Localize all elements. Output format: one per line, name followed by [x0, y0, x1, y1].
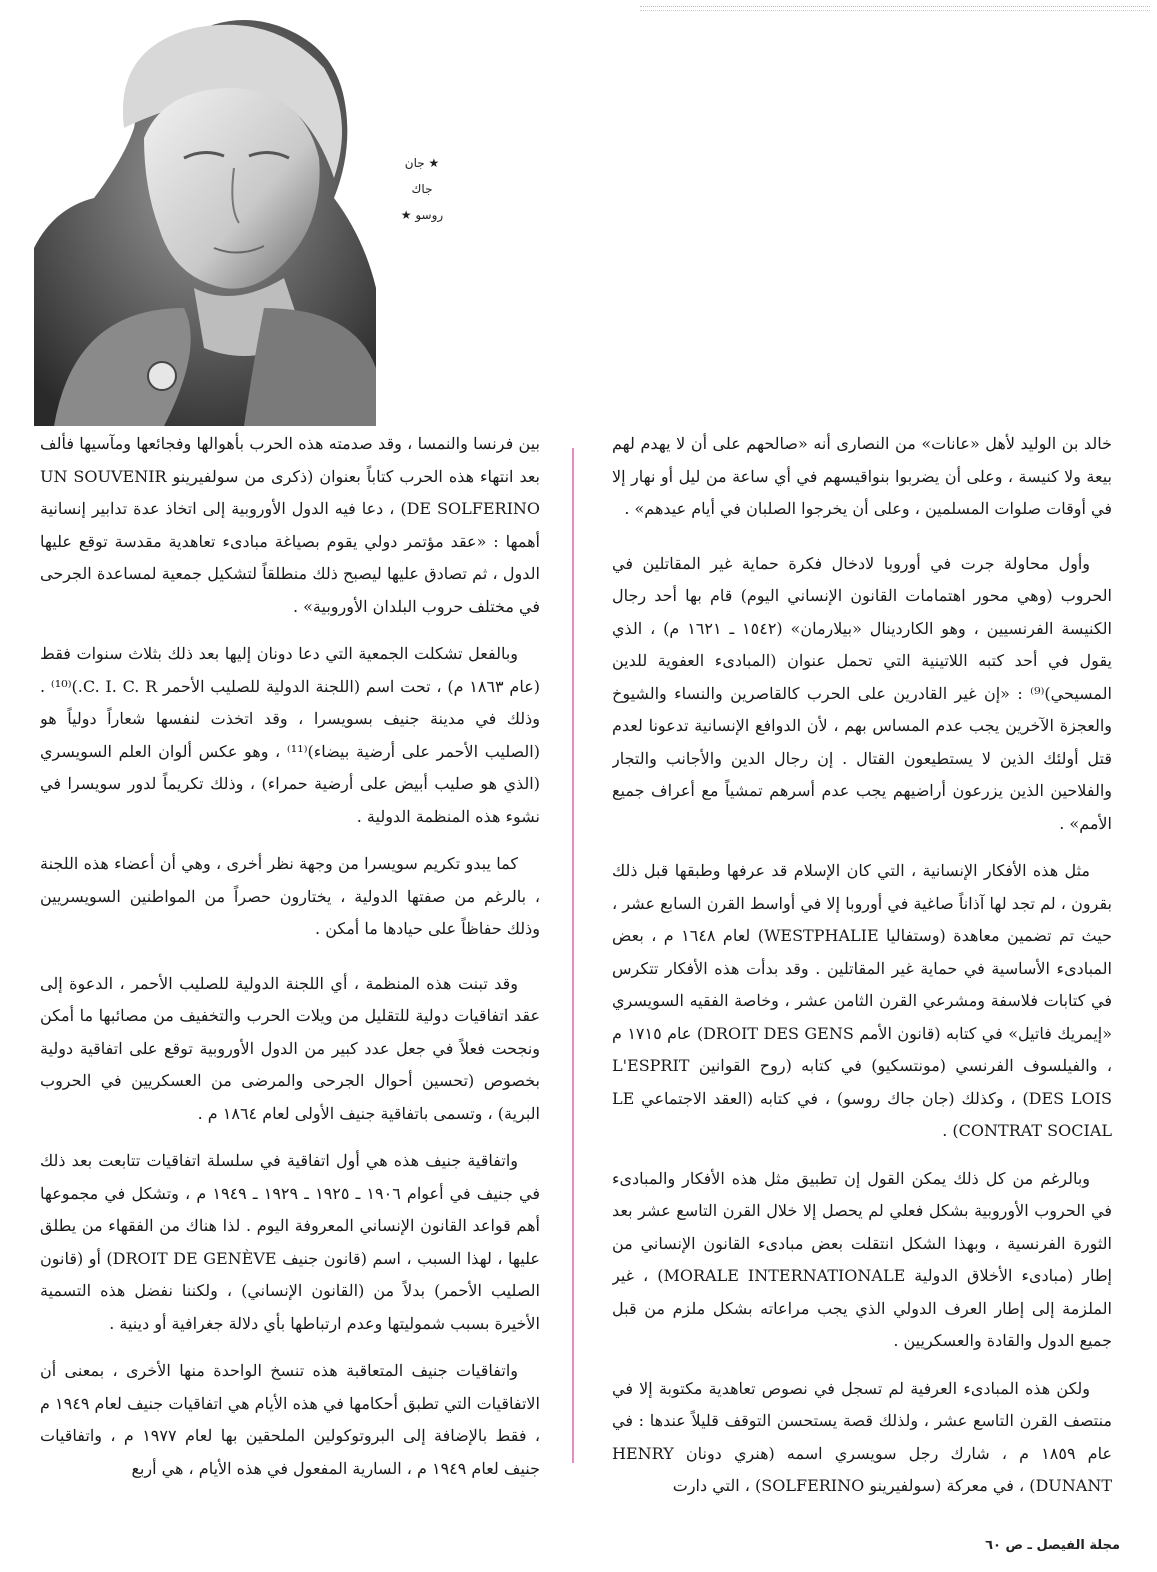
paragraph: خالد بن الوليد لأهل «عانات» من النصارى أنه «صالحهم على أن لا يهدم لهم بيعة ولا كنيسة ، وعلى أن يضربوا بنواقيسهم في أي ساعة من ليل أو نهار إلا في أوقات صلوات المسلمين ، وعلى أن يخرجوا الصلبان في أيام عيدهم» . [612, 434, 1112, 518]
paragraph: واتفاقية جنيف هذه هي أول اتفاقية في سلسلة اتفاقيات تتابعت بعد ذلك في جنيف في أعوام ١٩٠٦ ـ ١٩٢٥ ـ ١٩٢٩ ـ ١٩٤٩ م ، وتشكل في مجموعها أهم قواعد القانون الإنساني المعروفة اليوم . لذا هناك من الفقهاء من يطلق عليها ، لهذا السبب ، اسم (قانون جنيف DROIT DE GENÈVE) أو (قانون الصليب الأحمر) بدلاً من (القانون الإنساني) ، ولكننا نفضل هذه التسمية الأخيرة بسبب شموليتها وعدم ارتباطها بأي دلالة جغرافية أو دينية . [40, 1151, 540, 1333]
paragraph: ولكن هذه المبادىء العرفية لم تسجل في نصوص تعاهدية مكتوبة إلا في منتصف القرن التاسع عشر ، ولذلك قصة يستحسن التوقف قليلاً عندها : في عام ١٨٥٩ م ، شارك رجل سويسري اسمه (هنري دونان HENRY DUNANT) ، في معركة (سولفيرينو SOLFERINO) ، التي دارت [612, 1378, 1112, 1495]
paragraph: وبالرغم من كل ذلك يمكن القول إن تطبيق مثل هذه الأفكار والمبادىء في الحروب الأوروبية بشكل فعلي لم يحصل إلا خلال القرن التاسع عشر بعد الثورة الفرنسية ، وبهذا الشكل انتقلت بعض مبادىء القانون الإنساني من إطار (مبادىء الأخلاق الدولية MORALE INTERNATIONALE) ، غير الملزمة إلى إطار العرف الدولي الذي يجب مراعاته بشكل ملزم من قبل جميع الدول والقادة والعسكريين . [612, 1168, 1112, 1350]
right-text-column [612, 428, 1112, 1513]
caption-line-3: روسو ★ [400, 208, 444, 222]
page-footer: مجلة الفيصل ـ ص ٦٠ [985, 1538, 1120, 1553]
paragraph: وبالفعل تشكلت الجمعية التي دعا دونان إليها بعد ذلك بثلاث سنوات فقط (عام ١٨٦٣ م) ، تحت اسم (اللجنة الدولية للصليب الأحمر C. I. C. R.)⁽¹⁰⁾ . وذلك في مدينة جنيف بسويسرا ، وقد اتخذت لنفسها شعاراً دولياً هو (الصليب الأحمر على أرضية بيضاء)⁽¹¹⁾ ، وهو عكس ألوان العلم السويسري (الذي هو صليب أبيض على أرضية حمراء) ، وذلك تكريماً لدور سويسرا في نشوء هذه المنظمة الدولية . [40, 644, 540, 826]
caption-line-2: جاك [411, 182, 433, 196]
caption-line-1: ★ جان [404, 156, 440, 170]
paragraph: بين فرنسا والنمسا ، وقد صدمته هذه الحرب بأهوالها وفجائعها ومآسيها فألف بعد انتهاء هذه الحرب كتاباً بعنوان (ذكرى من سولفيرينو UN SOUVENIR DE SOLFERINO) ، دعا فيه الدول الأوروبية إلى اتخاذ عدة تدابير إنسانية أهمها : «عقد مؤتمر دولي يقوم بصياغة مبادىء تعاهدية مقدسة توقع عليها الدول ، ثم تصادق عليها ليصبح ذلك منطلقاً لتشكيل جمعية لمساعدة الجرحى في مختلف حروب البلدان الأوروبية» . [40, 434, 540, 616]
paragraph: واتفاقيات جنيف المتعاقبة هذه تنسخ الواحدة منها الأخرى ، بمعنى أن الاتفاقيات التي تطبق أحكامها في هذه الأيام هي اتفاقيات جنيف لعام ١٩٤٩ م ، فقط بالإضافة إلى البروتوكولين الملحقين بها لعام ١٩٧٧ م ، واتفاقيات جنيف لعام ١٩٤٩ م ، السارية المفعول في هذه الأيام ، هي أربع [40, 1361, 540, 1478]
paragraph: وأول محاولة جرت في أوروبا لادخال فكرة حماية غير المقاتلين في الحروب (وهي محور اهتمامات القانون الإنساني اليوم) قام بها أحد رجال الكنيسة الفرنسيين ، وهو الكاردينال «بيلارمان» (١٥٤٢ ـ ١٦٢١ م) ، الذي يقول في أحد كتبه اللاتينية التي تحمل عنوان (المبادىء العفوية للدين المسيحي)⁽⁹⁾ : «إن غير القادرين على الحرب كالقاصرين والنساء والشيوخ والعجزة الآخرين يجب عدم المساس بهم ، لأن الدوافع الإنسانية تدعونا لعدم قتل أولئك الذين لا يستطيعون القتال . إن رجال الدين والأجانب والتجار والفلاحين الذين يزرعون أراضيهم يجب عدم أسرهم تمشياً مع أعراف جميع الأمم» . [612, 553, 1112, 833]
header-rule [640, 6, 1150, 11]
paragraph: وقد تبنت هذه المنظمة ، أي اللجنة الدولية للصليب الأحمر ، الدعوة إلى عقد اتفاقيات دولية للتقليل من ويلات الحرب والتخفيف من مصائبها ما أمكن ونجحت فعلاً في جعل عدد كبير من الدول الأوروبية توقع على اتفاقية دولية بخصوص (تحسين أحوال الجرحى والمرضى من العسكريين في الحروب البرية) ، وتسمى باتفاقية جنيف الأولى لعام ١٨٦٤ م . [40, 973, 540, 1123]
left-text-column [40, 428, 540, 1513]
paragraph: مثل هذه الأفكار الإنسانية ، التي كان الإسلام قد عرفها وطبقها قبل ذلك بقرون ، لم تجد لها آذاناً صاغية في أوروبا إلا في أواسط القرن السابع عشر ، حيث تم تضمين معاهدة (وستفاليا WESTPHALIE) لعام ١٦٤٨ م ، بعض المبادىء الأساسية في حماية غير المقاتلين . وقد بدأت هذه الأفكار تتكرس في كتابات فلاسفة ومشرعي القرن الثامن عشر ، وخاصة الفقيه السويسري «إيمريك فاتيل» في كتابه (قانون الأمم DROIT DES GENS) عام ١٧١٥ م ، والفيلسوف الفرنسي (مونتسكيو) في كتابه (روح القوانين L'ESPRIT DES LOIS) ، وكذلك (جان جاك روسو) ، في كتابه (العقد الاجتماعي LE CONTRAT SOCIAL) . [612, 861, 1112, 1140]
paragraph: كما يبدو تكريم سويسرا من وجهة نظر أخرى ، وهي أن أعضاء هذه اللجنة ، بالرغم من صفتها الدولية ، يختارون حصراً من المواطنين السويسريين وذلك حفاظاً على حيادها ما أمكن . [40, 854, 540, 938]
rousseau-bust-portrait [34, 8, 376, 426]
column-divider [572, 448, 574, 1463]
portrait-caption [384, 150, 460, 228]
